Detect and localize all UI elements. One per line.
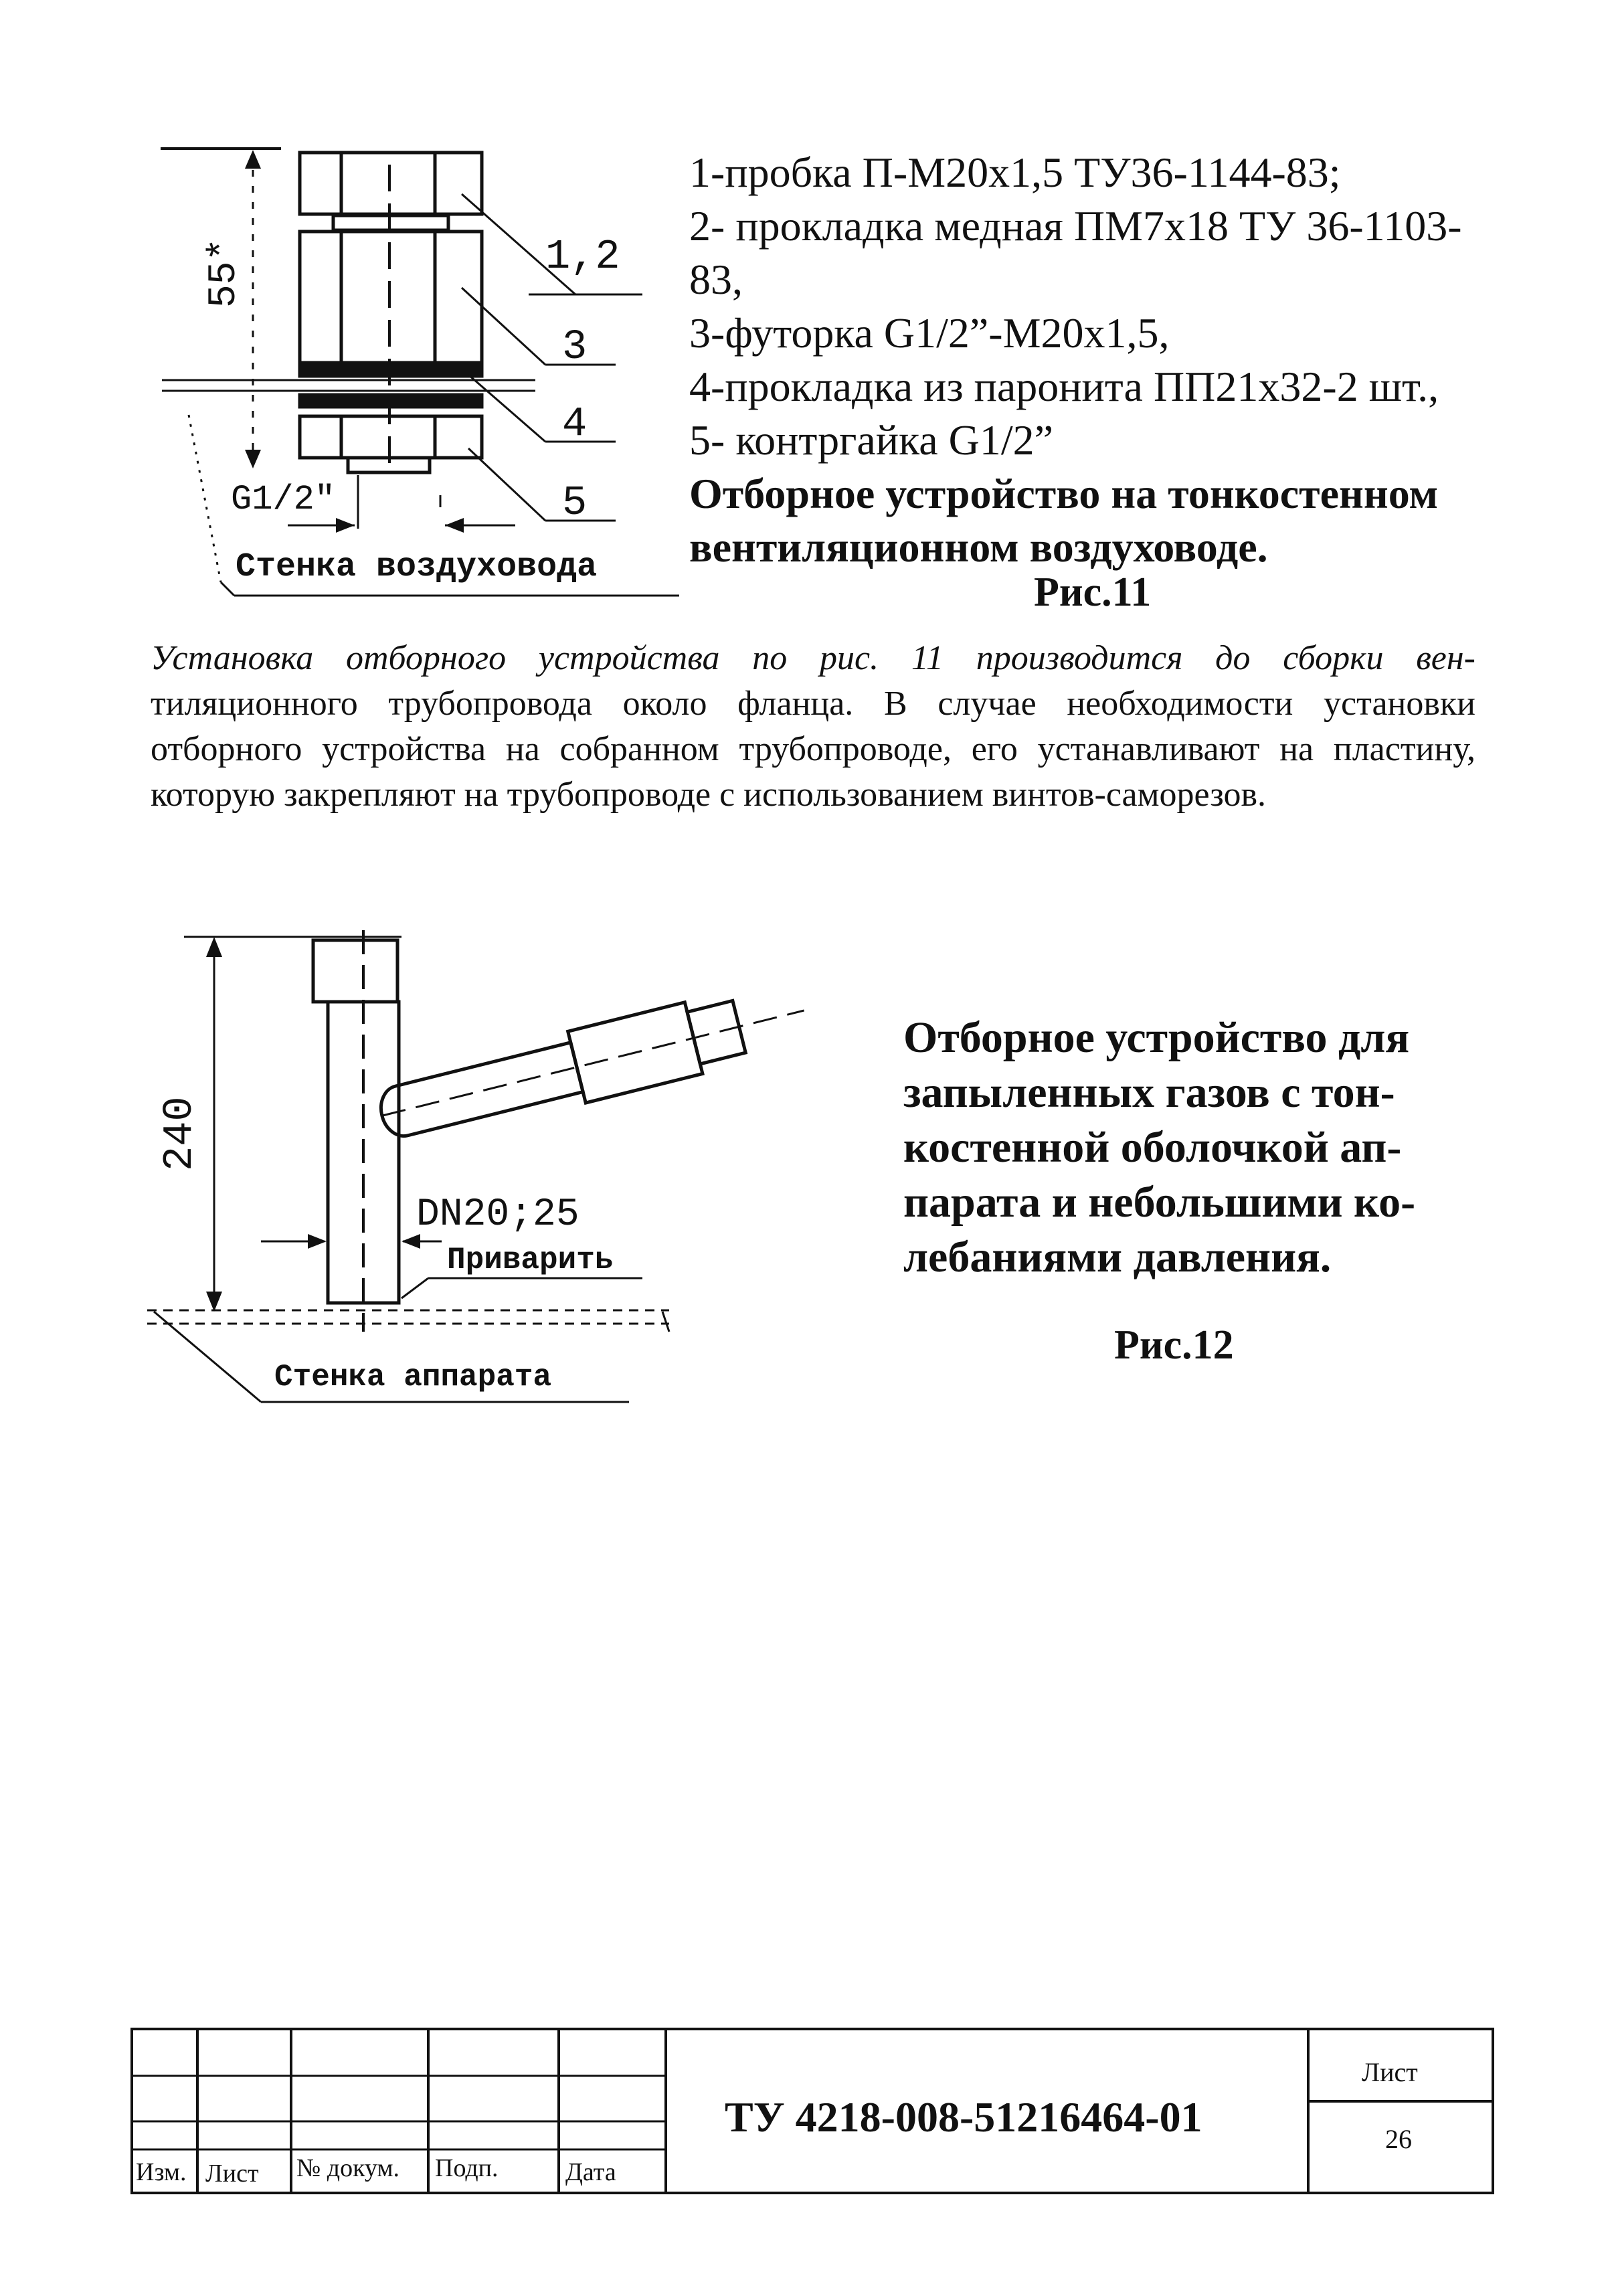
figure-11-drawing <box>0 0 709 642</box>
fig11-thread-label: G1/2" <box>231 480 336 519</box>
stamp-col-doc: № докум. <box>296 2154 400 2182</box>
fig11-callout-3: 3 <box>562 323 588 371</box>
legend-item: 3-футорка G1/2”-М20х1,5, <box>689 309 1170 357</box>
stamp-col-date: Дата <box>565 2158 616 2186</box>
legend-item: 2- прокладка медная ПМ7х18 ТУ 36-1103- <box>689 202 1462 250</box>
legend-item: 5- контргайка G1/2” <box>689 416 1053 464</box>
fig11-callout-5: 5 <box>562 479 588 527</box>
body-paragraph <box>151 636 1475 818</box>
fig11-callout-4: 4 <box>562 400 588 448</box>
sheet-number: 26 <box>1385 2124 1412 2154</box>
fig11-callout-1-2: 1,2 <box>545 233 620 280</box>
caption-line: костенной оболочкой ап- <box>903 1123 1402 1172</box>
fig12-wall-label: Стенка аппарата <box>274 1360 552 1395</box>
paragraph-rest: тиляционного трубопровода около фланца. В случае необходимости установки отборного устройства на собранном трубопроводе, его устанавливают на пластину, которую закрепляют на трубопроводе с использованием винтов-саморезов. <box>151 685 1475 814</box>
caption-line: Отборное устройство для <box>903 1013 1410 1062</box>
fig11-dim-label: 55* <box>203 238 246 308</box>
figure-12-label: Рис.12 <box>1114 1322 1234 1368</box>
paragraph-italic-part: Установка отборного устройства по рис. 11 производится до сборки вен- <box>151 639 1475 677</box>
stamp-col-list: Лист <box>205 2159 259 2188</box>
stamp-col-sign: Подп. <box>435 2154 499 2182</box>
fig12-dim-label: 240 <box>156 1096 203 1171</box>
figure-11-label: Рис.11 <box>1034 569 1152 615</box>
fig12-weld-label: Приварить <box>447 1243 614 1277</box>
caption-line: парата и небольшими ко- <box>903 1178 1416 1227</box>
figure-11-title-line1: Отборное устройство на тонкостенном <box>689 470 1439 517</box>
figure-12-caption <box>903 1010 1452 1285</box>
figure-11-legend <box>689 146 1462 574</box>
figure-11-title-line2: вентиляционном воздуховоде. <box>689 523 1268 571</box>
caption-line: лебаниями давления. <box>903 1233 1332 1282</box>
legend-item: 1-пробка П-М20х1,5 ТУ36-1144-83; <box>689 149 1341 196</box>
sheet-label: Лист <box>1362 2057 1418 2087</box>
legend-item: 4-прокладка из паронита ПП21х32-2 шт., <box>689 363 1439 410</box>
stamp-col-izm: Изм. <box>136 2158 187 2186</box>
legend-item: 83, <box>689 256 743 303</box>
title-block <box>130 2028 1496 2202</box>
fig12-pipe-label: DN20;25 <box>416 1193 579 1237</box>
document-code: ТУ 4218-008-51216464-01 <box>725 2093 1202 2141</box>
caption-line: запыленных газов с тон- <box>903 1068 1395 1117</box>
fig11-wall-label: Стенка воздуховода <box>236 548 598 586</box>
figure-12-drawing <box>0 903 897 1412</box>
